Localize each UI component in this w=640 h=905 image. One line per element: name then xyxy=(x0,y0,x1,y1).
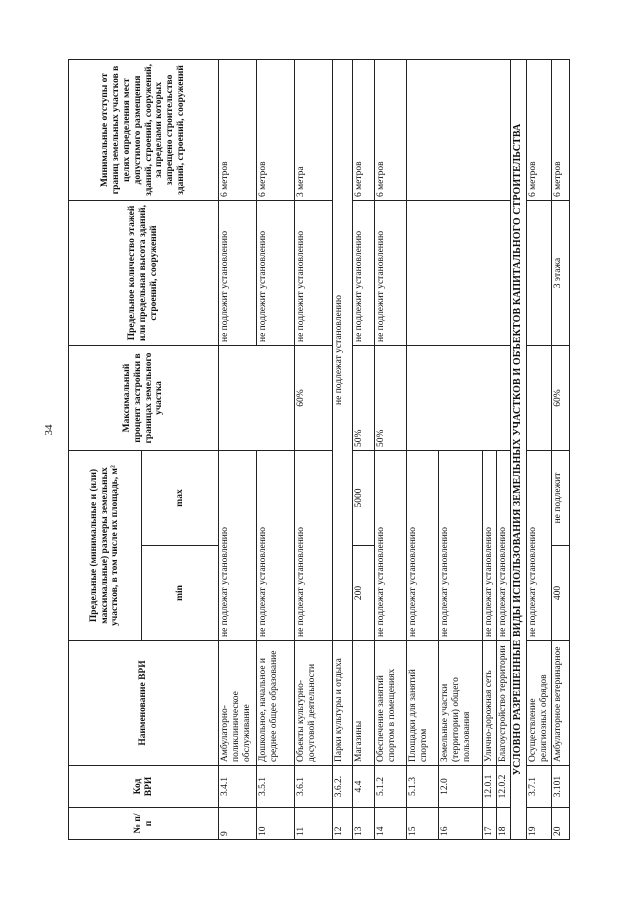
header-min: min xyxy=(142,546,219,641)
cell-setback: 3 метра xyxy=(295,60,333,201)
cell-blank xyxy=(527,346,552,451)
cell-num: 14 xyxy=(375,808,407,840)
cell-num: 11 xyxy=(295,808,333,840)
cell-name: Земельные участки (территории) общего пользования xyxy=(439,641,483,766)
cell-num: 9 xyxy=(219,808,257,840)
cell-name: Парки культуры и отдыха xyxy=(333,641,353,766)
cell-setback: 6 метров xyxy=(527,60,552,201)
cell-size: не подлежат установлению xyxy=(439,451,483,641)
cell-code: 3.7.1 xyxy=(527,766,552,808)
cell-floors: не подлежит установлению xyxy=(353,201,375,346)
cell-setback: 6 метров xyxy=(257,60,295,201)
cell-code: 5.1.2 xyxy=(375,766,407,808)
cell-setback: 6 метров xyxy=(353,60,375,201)
table-row xyxy=(333,60,353,840)
cell-num: 13 xyxy=(353,808,375,840)
cell-code: 12.0.2 xyxy=(497,766,511,808)
cell-size: не подлежат установлению xyxy=(219,451,257,641)
cell-floors: не подлежит установлению xyxy=(375,201,407,346)
section-row xyxy=(511,60,527,840)
cell-percent: 50% xyxy=(375,346,407,451)
cell-min: 200 xyxy=(353,546,375,641)
cell-size: не подлежат установлению xyxy=(295,451,333,641)
cell-code: 3.6.2. xyxy=(333,766,353,808)
table-row xyxy=(527,60,552,840)
cell-code: 3.6.1 xyxy=(295,766,333,808)
cell-floors: не подлежит установлению xyxy=(295,201,333,346)
cell-max: не подлежит xyxy=(551,451,569,546)
header-max: max xyxy=(142,451,219,546)
cell-code: 5.1.3 xyxy=(407,766,439,808)
cell-percent: 60% xyxy=(551,346,569,451)
cell-size: не подлежат установлению xyxy=(527,451,552,641)
table-row xyxy=(407,60,439,840)
cell-code: 12.0.1 xyxy=(483,766,497,808)
cell-blank xyxy=(527,201,552,346)
cell-name: Обеспечение занятий спортом в помещениях xyxy=(375,641,407,766)
cell-size: не подлежат установлению xyxy=(407,451,439,641)
header-code: Код ВРИ xyxy=(69,766,219,808)
cell-setback: 6 метров xyxy=(551,60,569,201)
cell-code: 3.4.1 xyxy=(219,766,257,808)
table-row xyxy=(353,60,375,840)
cell-name: Амбулаторно-поликлиническое обслуживание xyxy=(219,641,257,766)
table-row xyxy=(375,60,407,840)
cell-name: Улично-дорожная сеть xyxy=(483,641,497,766)
cell-floors: не подлежит установлению xyxy=(219,201,257,346)
cell-num: 10 xyxy=(257,808,295,840)
table-row xyxy=(551,60,569,840)
cell-name: Площадки для занятий спортом xyxy=(407,641,439,766)
cell-num: 12 xyxy=(333,808,353,840)
cell-merged: не подлежат установлению xyxy=(333,60,353,641)
cell-name: Осуществление религиозных обрядов xyxy=(527,641,552,766)
cell-num: 17 xyxy=(483,808,497,840)
table-row xyxy=(219,60,257,840)
header-name: Наименование ВРИ xyxy=(69,641,219,766)
cell-percent: 60% xyxy=(295,346,333,451)
cell-num: 15 xyxy=(407,808,439,840)
cell-blank xyxy=(407,346,511,451)
cell-min: 400 xyxy=(551,546,569,641)
cell-size: не подлежат установлению xyxy=(257,451,295,641)
page-number: 34 xyxy=(43,424,55,436)
cell-num: 19 xyxy=(527,808,552,840)
cell-code: 3.5.1 xyxy=(257,766,295,808)
cell-max: 5000 xyxy=(353,451,375,546)
cell-name: Дошкольное, начальное и среднее общее образование xyxy=(257,641,295,766)
cell-code: 12.0 xyxy=(439,766,483,808)
cell-name: Амбулаторное ветеринарное xyxy=(551,641,569,766)
cell-size: не подлежат установлению xyxy=(375,451,407,641)
header-num: № п/п xyxy=(69,808,219,840)
header-size: Предельные (минимальные и (или) максимальные) размеры земельных участков, в том числе их площадь, м² xyxy=(69,451,142,641)
cell-name: Магазины xyxy=(353,641,375,766)
header-percent: Максимальный процент застройки в границах земельного участка xyxy=(69,346,219,451)
cell-setback: 6 метров xyxy=(219,60,257,201)
cell-percent: 50% xyxy=(353,346,375,451)
cell-code: 3.101 xyxy=(551,766,569,808)
cell-name: Объекты культурно-досуговой деятельности xyxy=(295,641,333,766)
cell-num: 18 xyxy=(497,808,511,840)
cell-setback: 6 метров xyxy=(375,60,407,201)
cell-blank xyxy=(407,60,511,201)
rotated-page-content xyxy=(68,60,584,840)
cell-blank xyxy=(407,201,511,346)
cell-floors: не подлежит установлению xyxy=(257,201,295,346)
cell-floors: 3 этажа xyxy=(551,201,569,346)
cell-percent xyxy=(219,346,295,451)
cell-num: 20 xyxy=(551,808,569,840)
header-setback: Минимальные отступы от границ земельных участков в целях определения мест допустимого размещения зданий, строений, сооружений, за пределами которых запрещено строительство зданий, строений, сооружений xyxy=(69,60,219,201)
table-row xyxy=(295,60,333,840)
header-floors: Предельное количество этажей или предельная высота зданий, строений, сооружений xyxy=(69,201,219,346)
zoning-regulations-table xyxy=(68,59,570,840)
cell-name: Благоустройство территории xyxy=(497,641,511,766)
cell-size: не подлежат установлению xyxy=(483,451,497,641)
cell-code: 4.4 xyxy=(353,766,375,808)
cell-size: не подлежат установлению xyxy=(497,451,511,641)
section-title: УСЛОВНО РАЗРЕШЕННЫЕ ВИДЫ ИСПОЛЬЗОВАНИЯ ЗЕМЕЛЬНЫХ УЧАСТКОВ И ОБЪЕКТОВ КАПИТАЛЬНОГО СТРОИТЕЛЬСТВА xyxy=(511,60,527,840)
cell-num: 16 xyxy=(439,808,483,840)
